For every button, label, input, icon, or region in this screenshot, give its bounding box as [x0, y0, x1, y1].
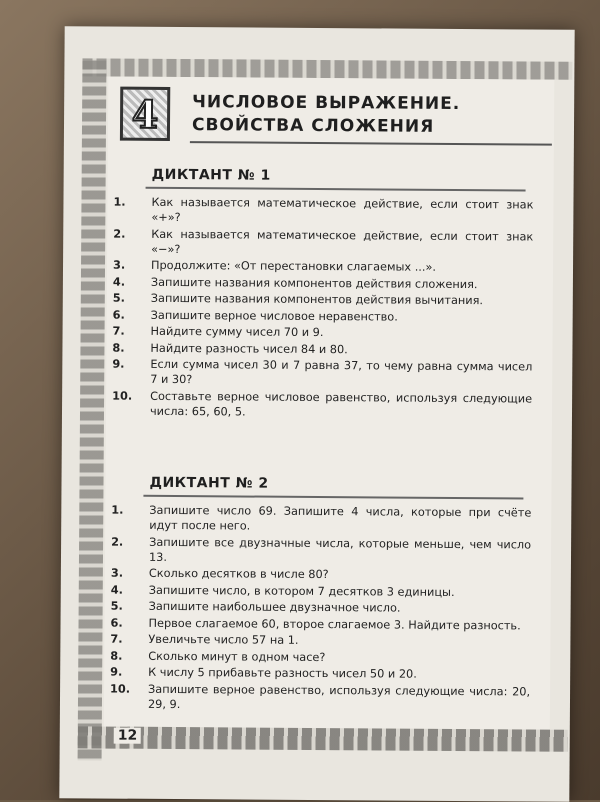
item-number: 5.	[112, 291, 126, 305]
item-number: 3.	[110, 566, 124, 580]
list-item	[113, 324, 533, 342]
item-number: 2.	[113, 227, 126, 241]
item-text: Продолжите: «От перестановки слагаемых ...».	[150, 258, 437, 274]
item-number: 9.	[112, 357, 125, 371]
chapter-number-icon	[120, 87, 170, 141]
item-number: 9.	[110, 665, 123, 679]
list-item	[111, 503, 531, 536]
item-number: 8.	[112, 341, 125, 355]
item-text: Запишите наибольшее двузначное число.	[148, 599, 401, 615]
list-item	[112, 340, 532, 358]
item-number: 7.	[112, 324, 125, 338]
page-number: 12	[114, 728, 142, 744]
item-text: Запишите все двузначные числа, которые меньше, чем число 13.	[148, 535, 532, 564]
item-text: Если сумма чисел 30 и 7 равна 37, то чему равна сумма чисел 7 и 30?	[150, 357, 533, 387]
page-content	[104, 77, 555, 730]
decorative-strip-bottom	[78, 726, 568, 751]
item-text: Запишите названия компонентов действия сложения.	[150, 275, 478, 291]
dictation-1-list	[112, 195, 534, 423]
list-item	[113, 258, 533, 276]
list-item	[111, 582, 531, 600]
item-text: Составьте верное числовое равенство, используя следующие числа: 65, 60, 5.	[149, 389, 533, 419]
item-number: 6.	[110, 616, 123, 630]
list-item	[110, 615, 530, 633]
item-number: 5.	[110, 599, 123, 613]
list-item	[110, 648, 530, 666]
item-text: Запишите число, в котором 7 десятков 3 единицы.	[148, 583, 455, 599]
list-item	[113, 291, 533, 309]
dictation-2-divider	[143, 495, 523, 500]
item-number: 4.	[112, 275, 126, 289]
list-item	[113, 195, 533, 228]
title-divider	[190, 141, 552, 146]
list-item	[113, 307, 533, 325]
dictation-1-heading: ДИКТАНТ № 1	[151, 166, 271, 184]
item-text: Как называется математическое действие, если стоит знак «−»?	[151, 227, 534, 256]
item-number: 1.	[111, 503, 124, 517]
decorative-strip-left	[78, 60, 107, 760]
dictation-2-list	[110, 503, 531, 716]
book-page	[59, 26, 574, 802]
item-text: К числу 5 прибавьте разность чисел 50 и 20.	[148, 665, 417, 681]
dictation-2-heading: ДИКТАНТ № 2	[149, 474, 269, 492]
title-line-1: ЧИСЛОВОЕ ВЫРАЖЕНИЕ.	[192, 92, 461, 114]
list-item	[110, 665, 530, 683]
item-text: Запишите число 69. Запишите 4 числа, которые при счёте идут после него.	[149, 503, 532, 533]
page-title	[192, 91, 460, 139]
item-text: Запишите верное равенство, используя следующие числа: 20, 29, 9.	[147, 682, 531, 711]
list-item	[112, 388, 532, 421]
item-number: 4.	[110, 583, 123, 597]
item-text: Как называется математическое действие, если стоит знак «+»?	[151, 195, 534, 225]
item-text: Найдите сумму чисел 70 и 9.	[150, 324, 324, 340]
dictation-1-divider	[146, 187, 526, 192]
list-item	[113, 226, 533, 259]
title-line-2: СВОЙСТВА СЛОЖЕНИЯ	[191, 115, 435, 137]
chapter-number: 4	[131, 91, 159, 137]
list-item	[111, 566, 531, 584]
item-text: Найдите разность чисел 84 и 80.	[150, 341, 348, 356]
list-item	[111, 599, 531, 617]
list-item	[113, 274, 533, 292]
item-text: Увеличьте число 57 на 1.	[148, 632, 299, 647]
item-number: 10.	[112, 389, 133, 403]
item-number: 8.	[110, 649, 123, 663]
item-number: 7.	[110, 632, 123, 646]
list-item	[110, 632, 530, 650]
item-text: Запишите названия компонентов действия вычитания.	[150, 291, 484, 308]
item-text: Сколько минут в одном часе?	[148, 649, 326, 664]
list-item	[111, 534, 531, 567]
item-number: 6.	[112, 308, 125, 322]
item-number: 1.	[113, 195, 126, 209]
item-number: 10.	[110, 682, 131, 696]
item-text: Запишите верное числовое неравенство.	[150, 308, 398, 324]
list-item	[110, 681, 530, 714]
list-item	[112, 357, 532, 390]
item-text: Первое слагаемое 60, второе слагаемое 3. Найдите разность.	[148, 616, 521, 632]
item-number: 2.	[111, 535, 124, 549]
item-text: Сколько десятков в числе 80?	[148, 566, 329, 582]
item-number: 3.	[112, 258, 126, 272]
